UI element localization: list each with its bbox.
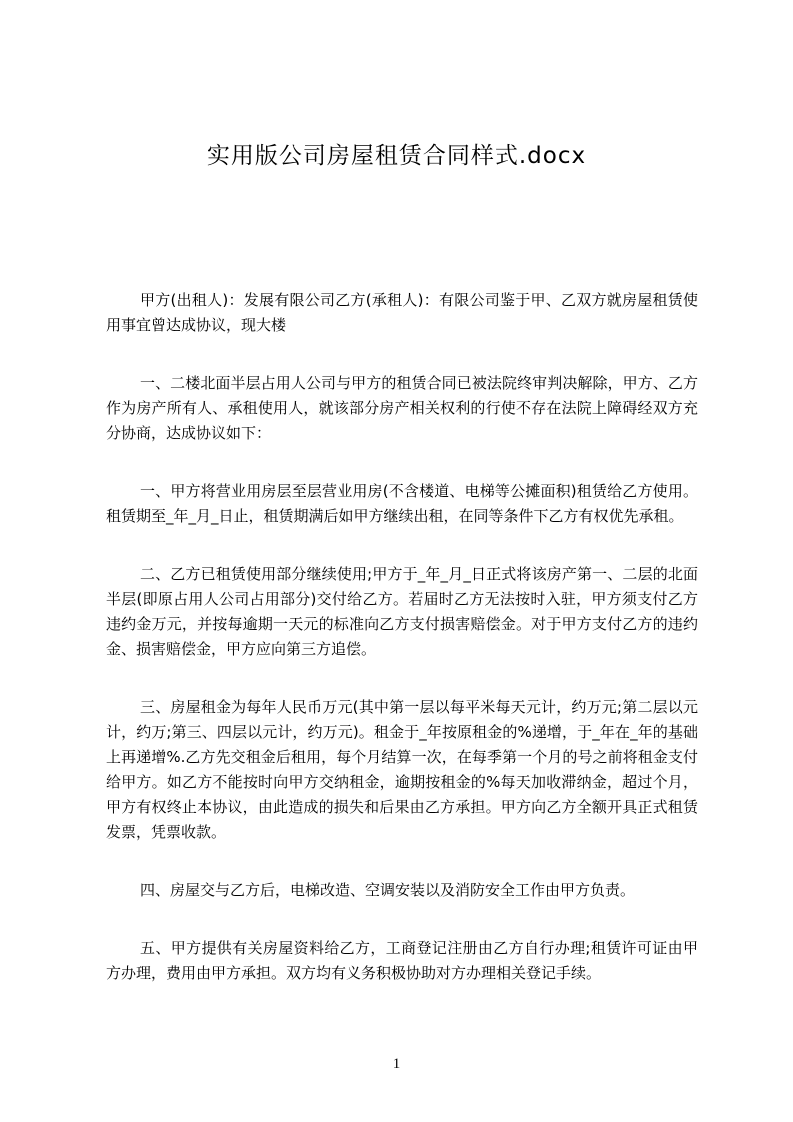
paragraph-clause-5: 五、甲方提供有关房屋资料给乙方，工商登记注册由乙方自行办理;租赁许可证由甲方办理，费用由甲方承担。双方均有义务积极协助对方办理相关登记手续。	[106, 939, 698, 982]
document-title: 实用版公司房屋租赁合同样式.docx	[206, 143, 587, 169]
document-body	[106, 288, 698, 1019]
paragraph-clause-3: 三、房屋租金为每年人民币万元(其中第一层以每平米每天元计，约万元;第二层以元计，约万;第三、四层以元计，约万元)。租金于_年按原租金的%递增，于_年在_年的基础上再递增%.乙方先交租金后租用，每个月结算一次，在每季第一个月的号之前将租金支付给甲方。如乙方不能按时向甲方交纳租金，逾期按租金的%每天加收滞纳金，超过个月，甲方有权终止本协议，由此造成的损失和后果由乙方承担。甲方向乙方全额开具正式租赁发票，凭票收款。	[106, 698, 698, 841]
paragraph-background: 一、二楼北面半层占用人公司与甲方的租赁合同已被法院终审判决解除，甲方、乙方作为房产所有人、承租使用人，就该部分房产相关权利的行使不存在法院上障碍经双方充分协商，达成协议如下：	[106, 374, 698, 442]
page-number: 1	[392, 1056, 401, 1072]
paragraph-clause-4: 四、房屋交与乙方后，电梯改造、空调安装以及消防安全工作由甲方负责。	[140, 881, 636, 899]
paragraph-clause-1: 一、甲方将营业用房层至层营业用房(不含楼道、电梯等公摊面积)租赁给乙方使用。租赁期至_年_月_日止，租赁期满后如甲方继续出租，在同等条件下乙方有权优先承租。	[106, 482, 698, 525]
paragraph-parties: 甲方(出租人)：发展有限公司乙方(承租人)：有限公司鉴于甲、乙双方就房屋租赁使用事宜曾达成协议，现大楼	[106, 291, 698, 334]
paragraph-clause-2: 二、乙方已租赁使用部分继续使用;甲方于_年_月_日正式将该房产第一、二层的北面半层(即原占用人公司占用部分)交付给乙方。若届时乙方无法按时入驻，甲方须支付乙方违约金万元，并按每逾期一天元的标准向乙方支付损害赔偿金。对于甲方支付乙方的违约金、损害赔偿金，甲方应向第三方追偿。	[106, 565, 698, 658]
